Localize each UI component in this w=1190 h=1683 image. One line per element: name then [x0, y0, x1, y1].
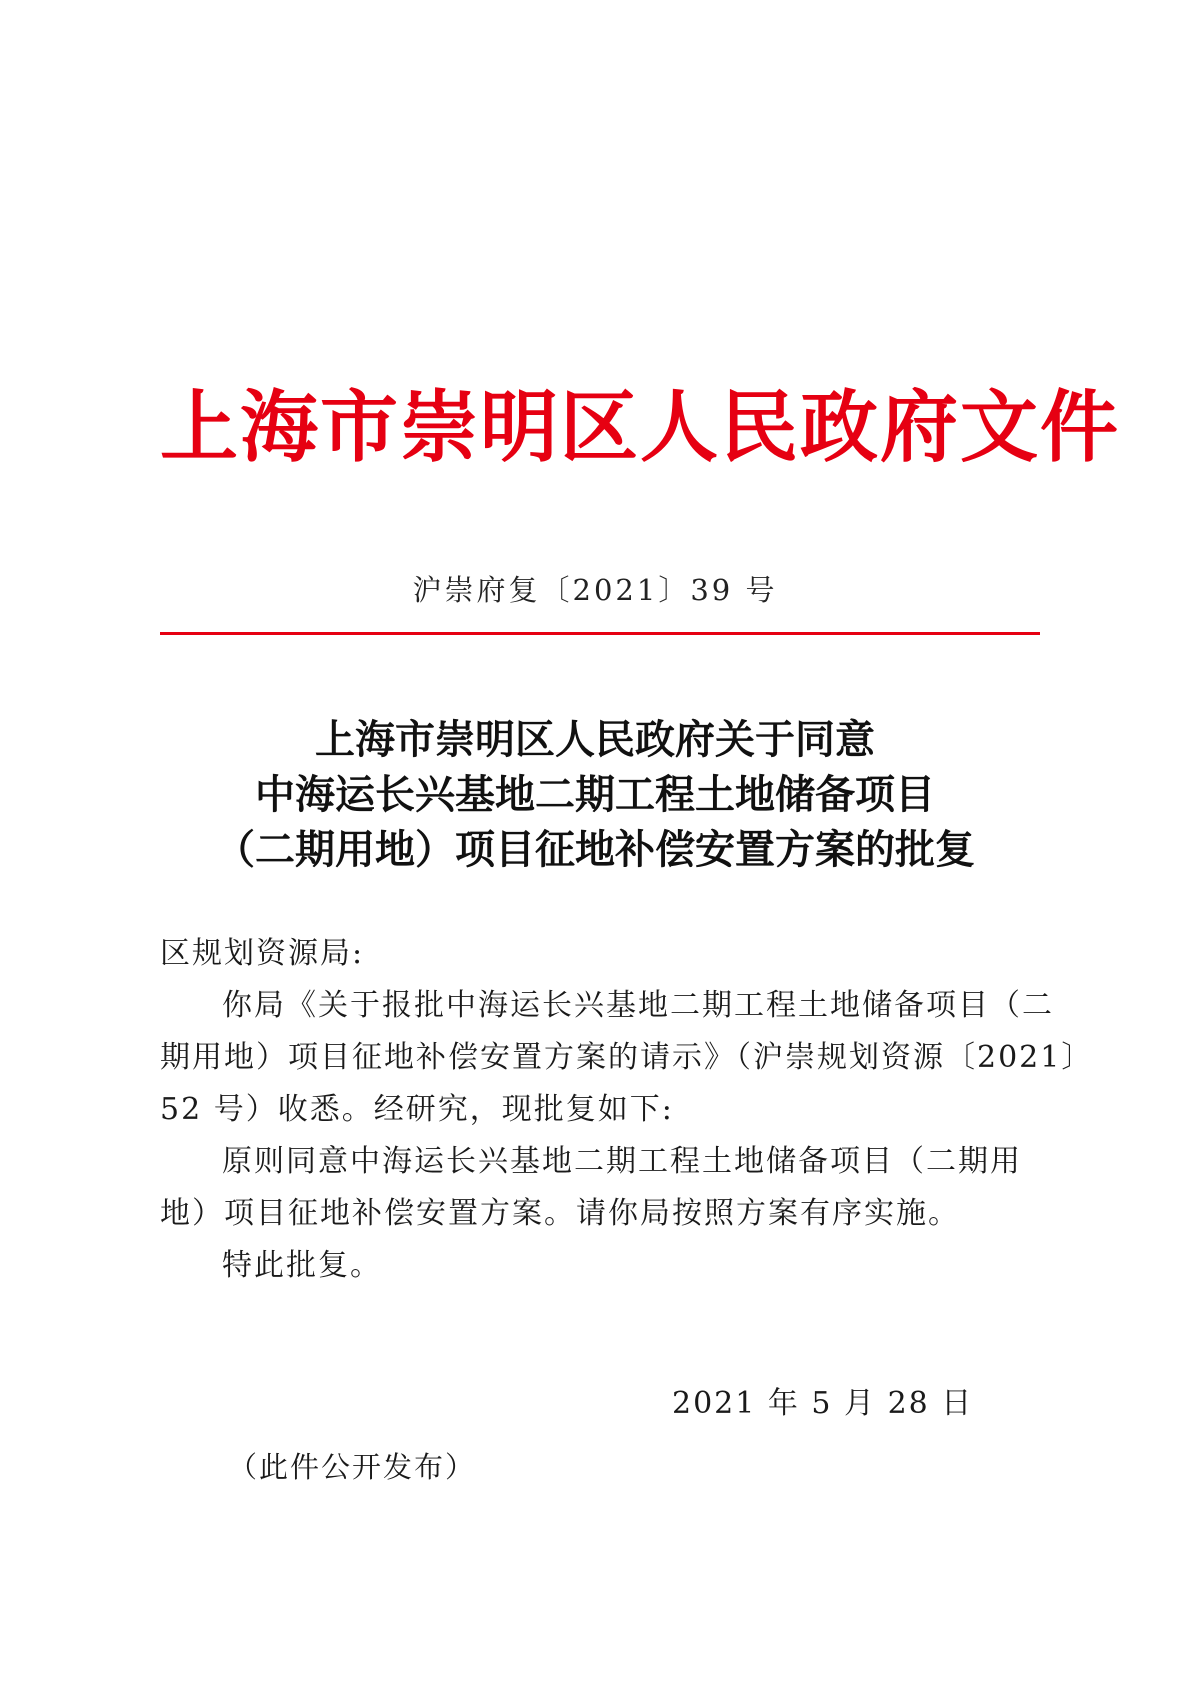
masthead-title: 上海市崇明区人民政府文件 — [160, 382, 1121, 473]
document-body — [160, 928, 1094, 1292]
paragraph-1-line-1: 你局《关于报批中海运长兴基地二期工程土地储备项目（二 — [222, 988, 1054, 1023]
issue-date: 2021 年 5 月 28 日 — [672, 1386, 974, 1421]
title-line-1: 上海市崇明区人民政府关于同意 — [315, 716, 875, 763]
paragraph-2-line-1: 原则同意中海运长兴基地二期工程土地储备项目（二期用 — [222, 1144, 1022, 1179]
red-divider-line — [160, 632, 1040, 635]
title-line-3: （二期用地）项目征地补偿安置方案的批复 — [215, 826, 975, 873]
paragraph-2-line-2: 地）项目征地补偿安置方案。请你局按照方案有序实施。 — [160, 1196, 960, 1231]
paragraph-1-line-3: 52 号）收悉。经研究，现批复如下: — [160, 1092, 674, 1127]
document-number: 沪崇府复〔2021〕39 号 — [412, 573, 778, 607]
document-title — [120, 712, 1070, 877]
addressee: 区规划资源局: — [160, 936, 365, 971]
title-line-2: 中海运长兴基地二期工程土地储备项目 — [255, 771, 935, 818]
paragraph-1-line-2: 期用地）项目征地补偿安置方案的请示》（沪崇规划资源〔2021〕 — [160, 1040, 1094, 1075]
publication-note: （此件公开发布） — [228, 1450, 477, 1484]
closing-remark: 特此批复。 — [222, 1248, 382, 1283]
